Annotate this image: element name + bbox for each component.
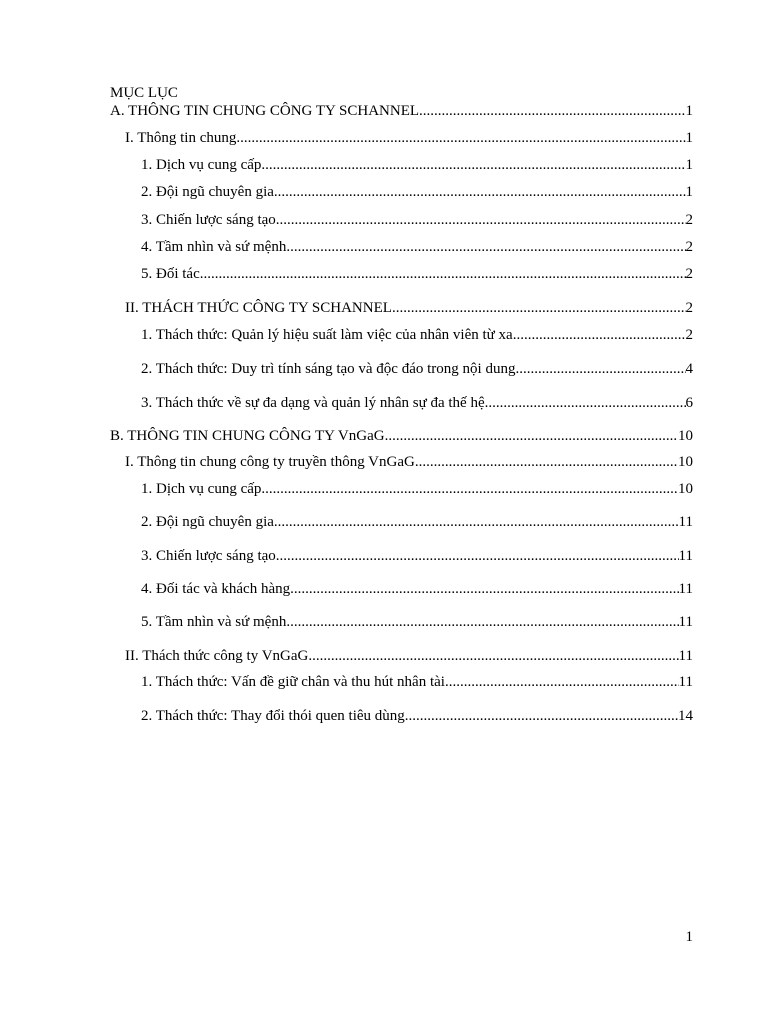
toc-entry-title: 1. Dịch vụ cung cấp [141,157,262,173]
toc-leader-dots [261,479,678,499]
toc-entry[interactable] [141,359,693,379]
toc-entry-title: 1. Thách thức: Vấn đề giữ chân và thu hút nhân tài [141,674,445,690]
toc-leader-dots [274,512,679,532]
toc-entry-title: I. Thông tin chung [125,130,237,146]
toc-leader-dots [392,298,686,318]
toc-entry-title: I. Thông tin chung công ty truyền thông VnGaG [125,454,415,470]
toc-entry[interactable] [125,298,693,318]
toc-entry-title: A. THÔNG TIN CHUNG CÔNG TY SCHANNEL [110,103,420,119]
toc-heading: MỤC LỤC [110,85,178,101]
toc-entry-page: 10 [678,428,693,444]
toc-entry[interactable] [141,393,693,413]
toc-entry-title: 3. Chiến lược sáng tạo [141,212,276,228]
toc-entry-title: 4. Tầm nhìn và sứ mệnh [141,239,287,255]
toc-entry[interactable] [141,672,693,692]
toc-entry[interactable] [141,237,693,257]
toc-entry-title: 4. Đối tác và khách hàng [141,581,291,597]
toc-entry[interactable] [110,101,693,121]
toc-entry-page: 10 [678,454,693,470]
toc-entry-title: 2. Thách thức: Duy trì tính sáng tạo và độc đáo trong nội dung [141,361,516,377]
toc-leader-dots [261,155,685,175]
toc-entry[interactable] [125,646,693,666]
toc-entry-title: 5. Đối tác [141,266,200,282]
toc-leader-dots [276,546,679,566]
toc-leader-dots [405,706,678,726]
toc-entry-title: II. Thách thức công ty VnGaG [125,648,309,664]
toc-entry-title: 1. Thách thức: Quản lý hiệu suất làm việc của nhân viên từ xa [141,327,513,343]
toc-entry-page: 14 [678,708,693,724]
toc-leader-dots [385,426,678,446]
toc-leader-dots [308,646,678,666]
toc-leader-dots [515,359,685,379]
toc-leader-dots [419,101,685,121]
toc-entry-page: 2 [685,239,693,255]
toc-entry-page: 10 [678,481,693,497]
toc-entry-page: 11 [678,674,693,690]
toc-entry-page: 11 [678,514,693,530]
toc-entry-page: 11 [678,648,693,664]
toc-entry-page: 6 [685,395,693,411]
toc-entry[interactable] [125,128,693,148]
toc-entry[interactable] [110,426,693,446]
toc-leader-dots [445,672,679,692]
toc-leader-dots [513,325,686,345]
toc-entry-title: 5. Tầm nhìn và sứ mệnh [141,614,287,630]
toc-entry-page: 1 [685,103,693,119]
toc-entry[interactable] [141,210,693,230]
toc-leader-dots [286,237,685,257]
toc-entry-page: 1 [685,157,693,173]
toc-entry[interactable] [141,264,693,284]
toc-entry[interactable] [141,182,693,202]
page-number: 1 [685,929,693,945]
toc-leader-dots [290,579,678,599]
toc-leader-dots [200,264,686,284]
toc-entry-title: 3. Chiến lược sáng tạo [141,548,276,564]
toc-leader-dots [286,612,678,632]
toc-entry[interactable] [141,612,693,632]
toc-entry[interactable] [141,579,693,599]
toc-entry-page: 2 [685,266,693,282]
toc-leader-dots [274,182,686,202]
toc-entry-page: 11 [678,548,693,564]
toc-entry[interactable] [125,452,693,472]
toc-entry-page: 11 [678,581,693,597]
toc-entry[interactable] [141,325,693,345]
toc-entry[interactable] [141,479,693,499]
toc-entry-title: 3. Thách thức về sự đa dạng và quản lý nhân sự đa thế hệ [141,395,485,411]
toc-entry[interactable] [141,706,693,726]
toc-leader-dots [485,393,686,413]
toc-entry-page: 2 [685,327,693,343]
toc-entry-title: 2. Đội ngũ chuyên gia [141,184,274,200]
toc-entry-page: 1 [685,184,693,200]
toc-entry[interactable] [141,512,693,532]
toc-entry-title: 1. Dịch vụ cung cấp [141,481,262,497]
toc-leader-dots [276,210,686,230]
toc-entry-page: 4 [685,361,693,377]
toc-entry-page: 1 [685,130,693,146]
toc-entry-page: 11 [678,614,693,630]
toc-entry-title: B. THÔNG TIN CHUNG CÔNG TY VnGaG [110,428,385,444]
toc-entry-page: 2 [685,212,693,228]
toc-entry-page: 2 [685,300,693,316]
toc-entry-title: 2. Thách thức: Thay đổi thói quen tiêu dùng [141,708,405,724]
toc-leader-dots [236,128,685,148]
toc-entry[interactable] [141,546,693,566]
toc-entry-title: II. THÁCH THỨC CÔNG TY SCHANNEL [125,300,392,316]
toc-entry-title: 2. Đội ngũ chuyên gia [141,514,274,530]
toc-entry[interactable] [141,155,693,175]
toc-leader-dots [415,452,678,472]
